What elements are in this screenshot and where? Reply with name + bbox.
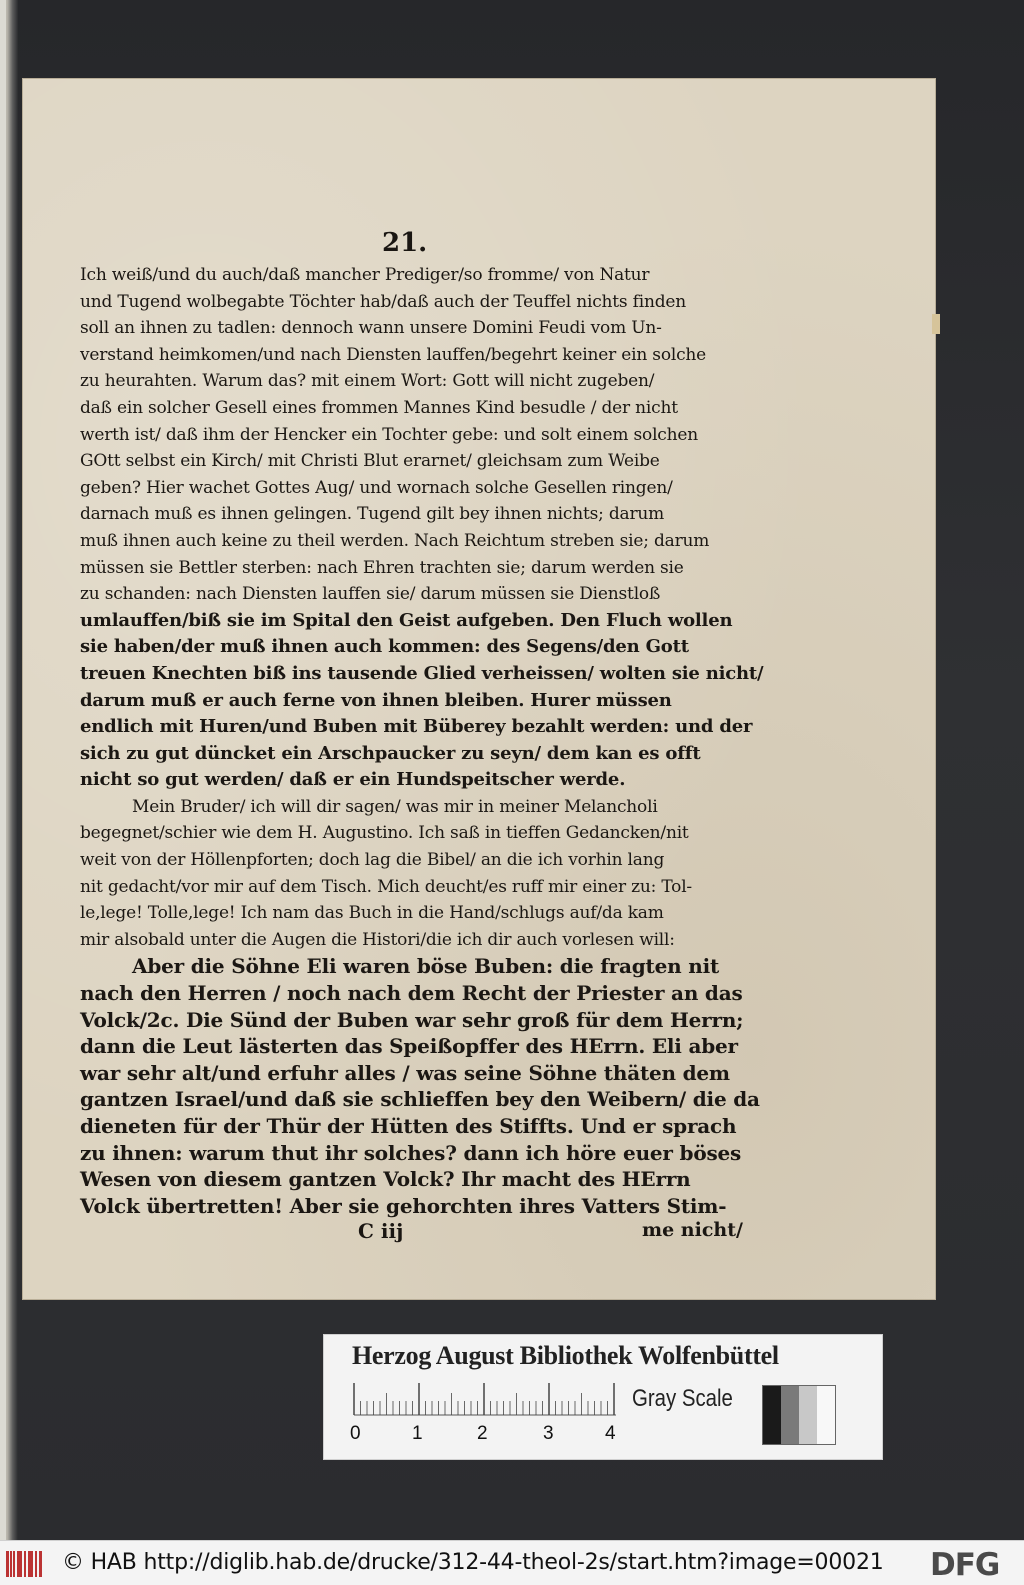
paragraph-1 <box>80 262 764 794</box>
logo-bar <box>24 1551 26 1577</box>
text-line: geben? Hier wachet Gottes Aug/ und wornach solche Gesellen ringen/ <box>80 477 673 498</box>
text-line: war sehr alt/und erfuhr alles / was seine Söhne thäten dem <box>80 1060 730 1085</box>
text-line: gantzen Israel/und daß sie schlieffen bey den Weibern/ die da <box>80 1087 760 1112</box>
gray-swatch <box>817 1386 835 1444</box>
logo-bar <box>6 1551 9 1577</box>
hab-logo-icon <box>6 1551 44 1577</box>
text-line: endlich mit Huren/und Buben mit Büberey bezahlt werden: und der <box>80 716 753 738</box>
text-line: zu ihnen: warum thut ihr solches? dann ich höre euer böses <box>80 1140 742 1165</box>
paragraph-3 <box>80 953 760 1219</box>
gray-swatch <box>781 1386 799 1444</box>
text-line: sich zu gut düncket ein Arschpaucker zu seyn/ dem kan es offt <box>80 742 701 764</box>
signature-mark: C iij <box>358 1219 404 1244</box>
text-line: begegnet/schier wie dem H. Augustino. Ich saß in tieffen Gedancken/nit <box>80 823 689 844</box>
text-line: weit von der Höllenpforten; doch lag die Bibel/ an die ich vorhin lang <box>80 850 665 871</box>
gray-swatches <box>762 1385 836 1445</box>
text-line: treuen Knechten biß ins tausende Glied verheissen/ wolten sie nicht/ <box>80 662 764 684</box>
catchword: me nicht/ <box>642 1219 743 1242</box>
text-line: sie haben/der muß ihnen auch kommen: des Segens/den Gott <box>80 636 689 658</box>
text-line: soll an ihnen zu tadlen: dennoch wann unsere Domini Feudi vom Un- <box>80 318 662 339</box>
ruler-label-1: 1 <box>412 1423 423 1444</box>
text-line: werth ist/ daß ihm der Hencker ein Tochter gebe: und solt einem solchen <box>80 424 698 445</box>
text-line: darum muß er auch ferne von ihnen bleiben. Hurer müssen <box>80 689 672 711</box>
text-line: Mein Bruder/ ich will dir sagen/ was mir in meiner Melancholi <box>132 796 658 817</box>
text-line: nach den Herren / noch nach dem Recht der Priester an das <box>80 981 743 1006</box>
text-line: Volck übertretten! Aber sie gehorchten ihres Vatters Stim- <box>80 1193 727 1218</box>
ruler-label-0: 0 <box>350 1423 361 1444</box>
footer-bar <box>0 1540 1024 1585</box>
text-line: dann die Leut lästerten das Speißopffer des HErrn. Eli aber <box>80 1034 738 1059</box>
text-line: mir alsobald unter die Augen die Histori/die ich dir auch vorlesen will: <box>80 929 675 950</box>
logo-bar <box>28 1551 31 1577</box>
page-number: 21. <box>382 228 428 258</box>
page-text <box>80 228 764 1247</box>
text-line: müssen sie Bettler sterben: nach Ehren trachten sie; darum werden sie <box>80 557 684 578</box>
text-line: dieneten für der Thür der Hütten des Stiffts. Und er sprach <box>80 1114 737 1138</box>
gray-scale-card <box>323 1334 883 1460</box>
text-line: darnach muß es ihnen gelingen. Tugend gilt bey ihnen nichts; darum <box>80 504 665 525</box>
logo-bar <box>39 1551 42 1577</box>
page-footer-line <box>80 1219 750 1247</box>
text-line: zu heurahten. Warum das? mit einem Wort: Gott will nicht zugeben/ <box>80 371 655 392</box>
paper-tab <box>932 314 940 334</box>
logo-bar <box>20 1551 22 1577</box>
text-line: nicht so gut werden/ daß er ein Hundspeitscher werde. <box>80 769 626 791</box>
gray-scale-label: Gray Scale <box>632 1385 733 1412</box>
text-line: zu schanden: nach Diensten lauffen sie/ darum müssen sie Dienstloß <box>80 584 661 605</box>
book-page <box>22 78 936 1300</box>
text-line: verstand heimkomen/und nach Diensten lauffen/begehrt keiner ein solche <box>80 344 707 365</box>
card-title: Herzog August Bibliothek Wolfenbüttel <box>352 1341 779 1370</box>
text-line: le,lege! Tolle,lege! Ich nam das Buch in die Hand/schlugs auf/da kam <box>80 903 664 924</box>
logo-bar <box>17 1551 20 1577</box>
text-line: Ich weiß/und du auch/daß mancher Prediger/so fromme/ von Natur <box>80 265 650 285</box>
paragraph-2 <box>80 794 750 954</box>
ruler-label-4: 4 <box>605 1423 616 1444</box>
footer-url-text: © HAB http://diglib.hab.de/drucke/312-44-theol-2s/start.htm?image=00021 <box>62 1550 884 1575</box>
gray-swatch <box>799 1386 817 1444</box>
text-line: nit gedacht/vor mir auf dem Tisch. Mich deucht/es ruff mir einer zu: Tol- <box>80 876 692 897</box>
ruler-label-3: 3 <box>543 1423 554 1444</box>
logo-bar <box>13 1551 15 1577</box>
text-line: umlauffen/biß sie im Spital den Geist aufgeben. Den Fluch wollen <box>80 609 733 631</box>
text-line: und Tugend wolbegabte Töchter hab/daß auch der Teuffel nichts finden <box>80 291 687 312</box>
text-line: muß ihnen auch keine zu theil werden. Nach Reichtum streben sie; darum <box>80 530 710 551</box>
text-line: Aber die Söhne Eli waren böse Buben: die fragten nit <box>132 954 720 979</box>
text-line: GOtt selbst ein Kirch/ mit Christi Blut erarnet/ gleichsam zum Weibe <box>80 451 660 472</box>
gray-swatch <box>763 1386 781 1444</box>
text-line: Wesen von diesem gantzen Volck? Ihr macht des HErrn <box>80 1167 691 1192</box>
logo-bar <box>35 1551 37 1577</box>
ruler-label-2: 2 <box>477 1423 488 1444</box>
text-line: daß ein solcher Gesell eines frommen Mannes Kind besudle / der nicht <box>80 397 678 418</box>
text-line: Volck/2c. Die Sünd der Buben war sehr groß für dem Herrn; <box>80 1007 744 1032</box>
ruler-scale <box>352 1379 642 1425</box>
adjacent-page-strip <box>0 0 6 1540</box>
logo-bar <box>31 1551 33 1577</box>
dfg-logo: DFG <box>930 1547 1000 1583</box>
logo-bar <box>10 1551 12 1577</box>
